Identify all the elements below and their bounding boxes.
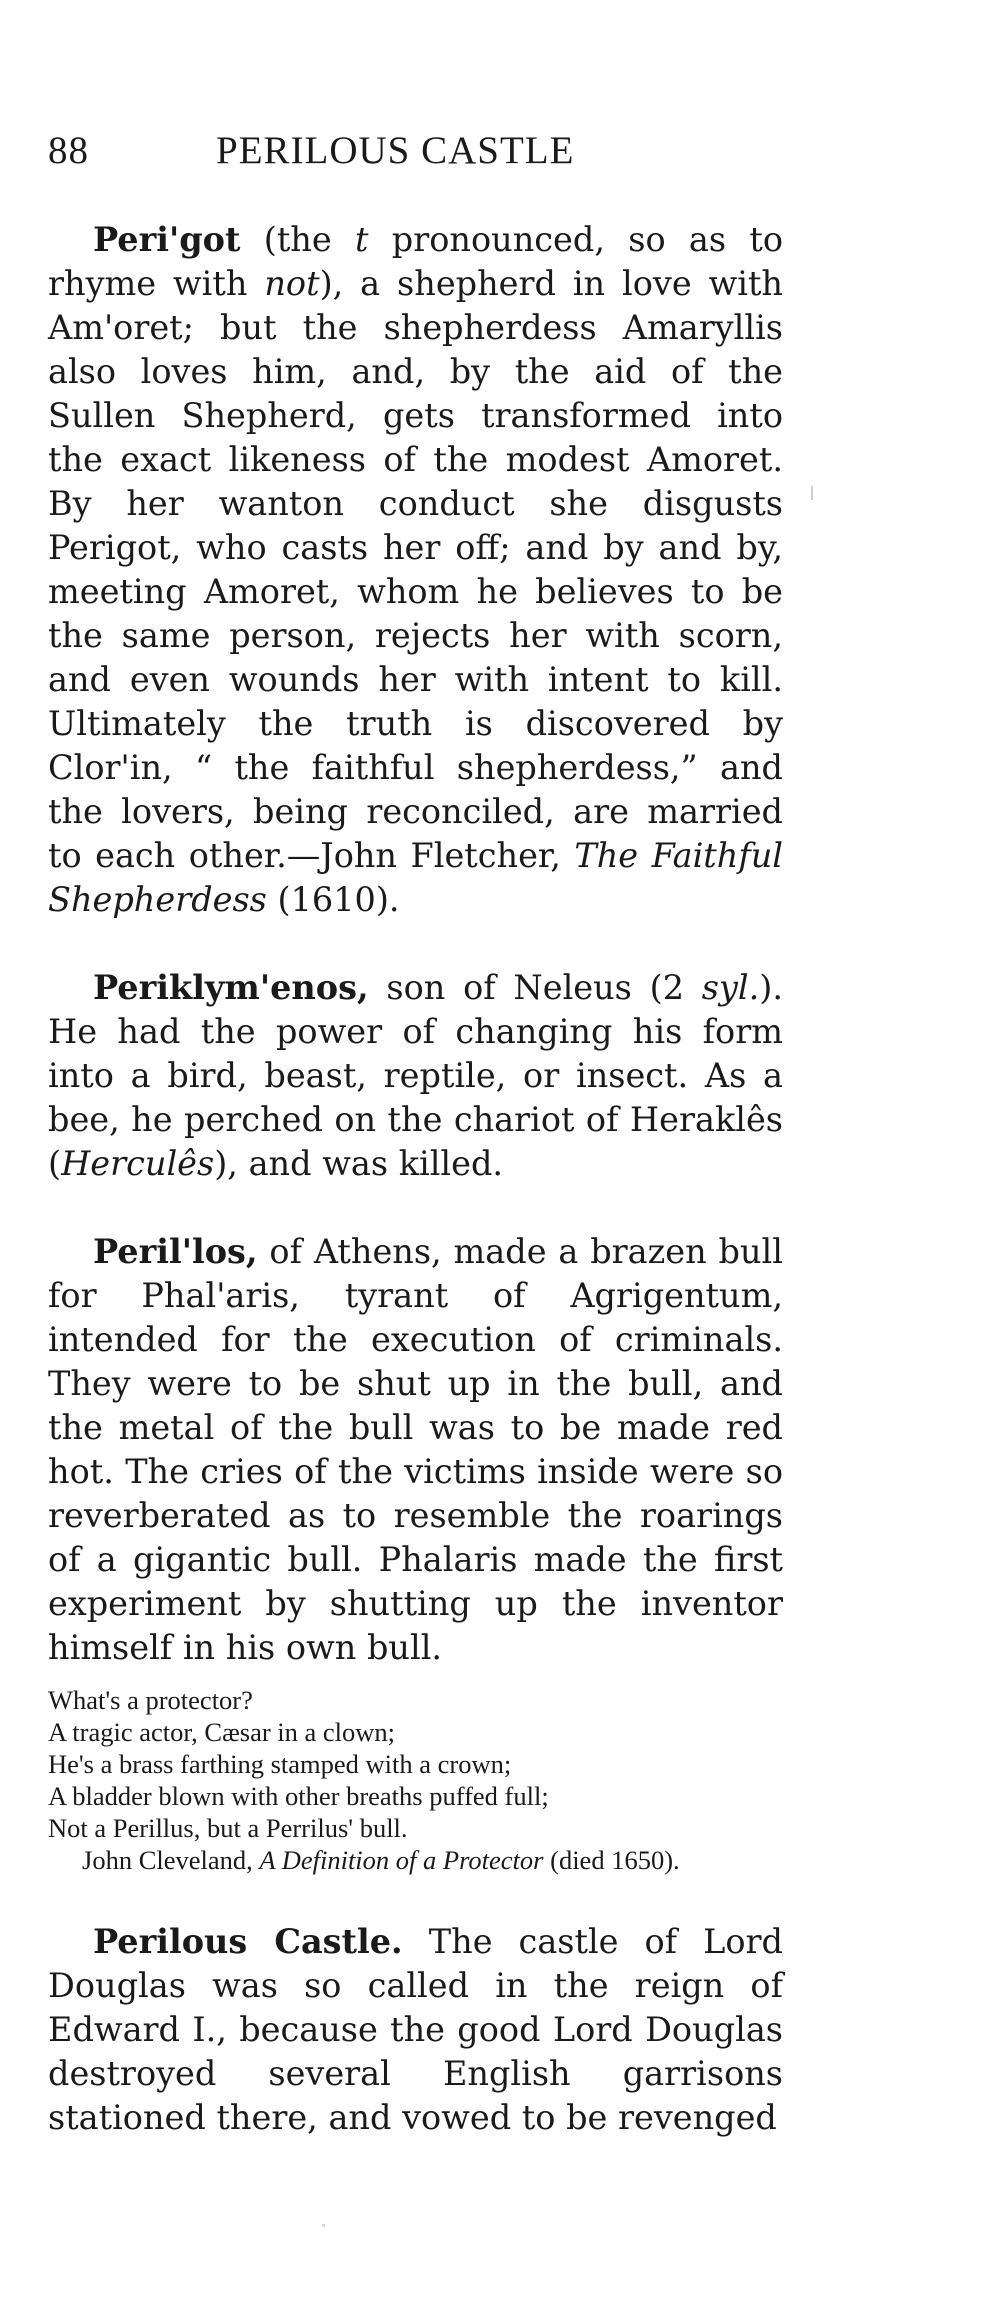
verse-line: A tragic actor, Cæsar in a clown;: [48, 1717, 396, 1747]
work-title: The Faithful Shepherdess: [48, 836, 784, 919]
entry-text: Perilous Castle. The castle of Lord Douglas was so called in the reign of Edward I., because the good Lord Douglas destroyed several English garrisons stationed there, and vowed to be revenged: [48, 1922, 783, 2137]
entry-perigot: [48, 218, 783, 922]
page-speck: [811, 486, 813, 500]
headword: Peril'los,: [93, 1232, 258, 1271]
verse-line: He's a brass farthing stamped with a crown;: [48, 1749, 512, 1779]
page-speck: [322, 2224, 325, 2227]
entry-perillos: [48, 1230, 783, 1876]
verse-line: What's a protector?: [48, 1685, 253, 1715]
entry-periklymenos: [48, 966, 783, 1186]
entry-text: Peri'got (the t pronounced, so as to rhyme with not), a shepherd in love with Am'oret; but the shepherdess Amaryllis also loves him, and, by the aid of the Sullen Shepherd, gets transformed into the exact likeness of the modest Amoret. By her wanton conduct she disgusts Perigot, who casts her off; and by and by, meeting Amoret, whom he believes to be the same person, rejects her with scorn, and even wounds her with intent to kill. Ultimately the truth is discovered by Clor'in, “ the faithful shepherdess,” and the lovers, being reconciled, are married to each other.—John Fletcher, The Faithful Shepherdess (1610).: [48, 220, 784, 919]
book-page: [48, 128, 783, 2140]
verse-line: Not a Perillus, but a Perrilus' bull.: [48, 1813, 408, 1843]
verse-quotation: [48, 1684, 783, 1876]
verse-line: A bladder blown with other breaths puffed full;: [48, 1781, 549, 1811]
page-header: [48, 128, 783, 188]
entry-text: Periklym'enos, son of Neleus (2 syl.). He had the power of changing his form into a bird, beast, reptile, or insect. As a bee, he perched on the chariot of Heraklês (Herculês), and was killed.: [48, 968, 783, 1183]
entry-perilous-castle: [48, 1920, 783, 2140]
headword: Periklym'enos,: [93, 968, 369, 1007]
quotation-citation: John Cleveland, A Definition of a Protector (died 1650).: [82, 1845, 680, 1875]
page-number: 88: [48, 129, 89, 172]
running-title: PERILOUS CASTLE: [216, 129, 575, 172]
entry-text: Peril'los, of Athens, made a brazen bull for Phal'aris, tyrant of Agrigentum, intended for the execution of criminals. They were to be shut up in the bull, and the metal of the bull was to be made red hot. The cries of the victims inside were so reverberated as to resemble the roarings of a gigantic bull. Phalaris made the first experiment by shutting up the inventor himself in his own bull.: [48, 1232, 783, 1667]
work-title: A Definition of a Protector: [259, 1845, 544, 1875]
headword: Peri'got: [93, 220, 241, 259]
headword: Perilous Castle.: [93, 1922, 403, 1961]
